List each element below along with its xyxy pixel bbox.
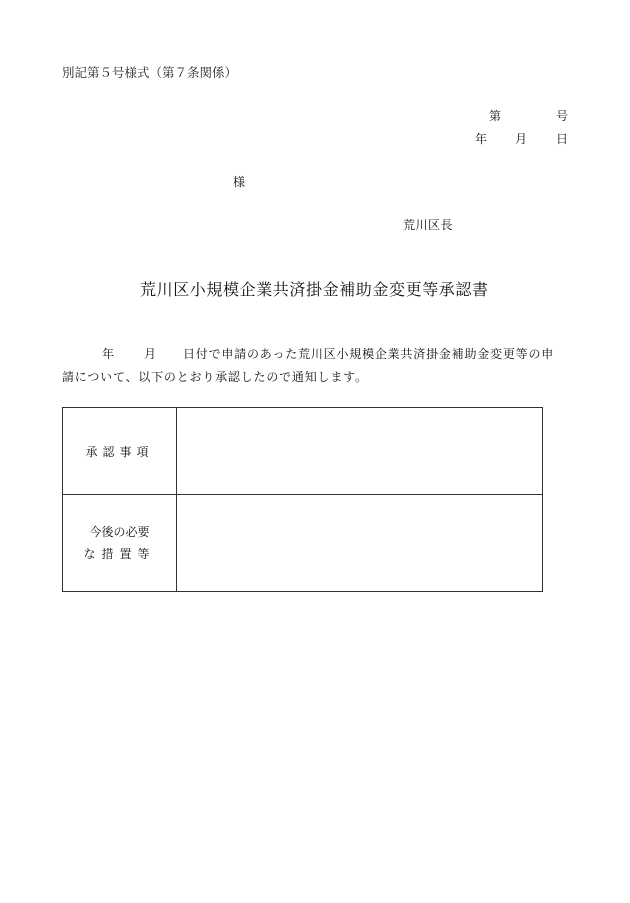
body-line-1: 日付で申請のあった荒川区小規模企業共済掛金補助金変更等の申 bbox=[183, 347, 555, 361]
required-measures-label bbox=[63, 495, 176, 591]
approved-items-label-text: 承認事項 bbox=[85, 444, 154, 459]
approval-table bbox=[62, 407, 543, 592]
required-measures-cell bbox=[177, 495, 542, 591]
approved-items-label bbox=[63, 408, 176, 494]
form-reference: 別記第５号様式（第７条関係） bbox=[62, 65, 238, 80]
body-line-2: 請について、以下のとおり承認したので通知します。 bbox=[62, 370, 368, 384]
document-number-prefix: 第 bbox=[489, 109, 502, 123]
required-measures-label-line-2: な措置等 bbox=[83, 547, 156, 561]
issue-date-month: 月 bbox=[515, 132, 528, 146]
addressee-honorific: 様 bbox=[233, 175, 246, 189]
document-number-suffix: 号 bbox=[556, 109, 569, 123]
issuer-name: 荒川区長 bbox=[403, 218, 454, 232]
approved-items-cell bbox=[177, 408, 542, 494]
issue-date-day: 日 bbox=[556, 132, 569, 146]
document-title: 荒川区小規模企業共済掛金補助金変更等承認書 bbox=[140, 280, 489, 299]
required-measures-label-line-1: 今後の必要 bbox=[89, 525, 150, 539]
body-month: 月 bbox=[144, 347, 157, 361]
body-year: 年 bbox=[102, 347, 115, 361]
issue-date-year: 年 bbox=[475, 132, 488, 146]
